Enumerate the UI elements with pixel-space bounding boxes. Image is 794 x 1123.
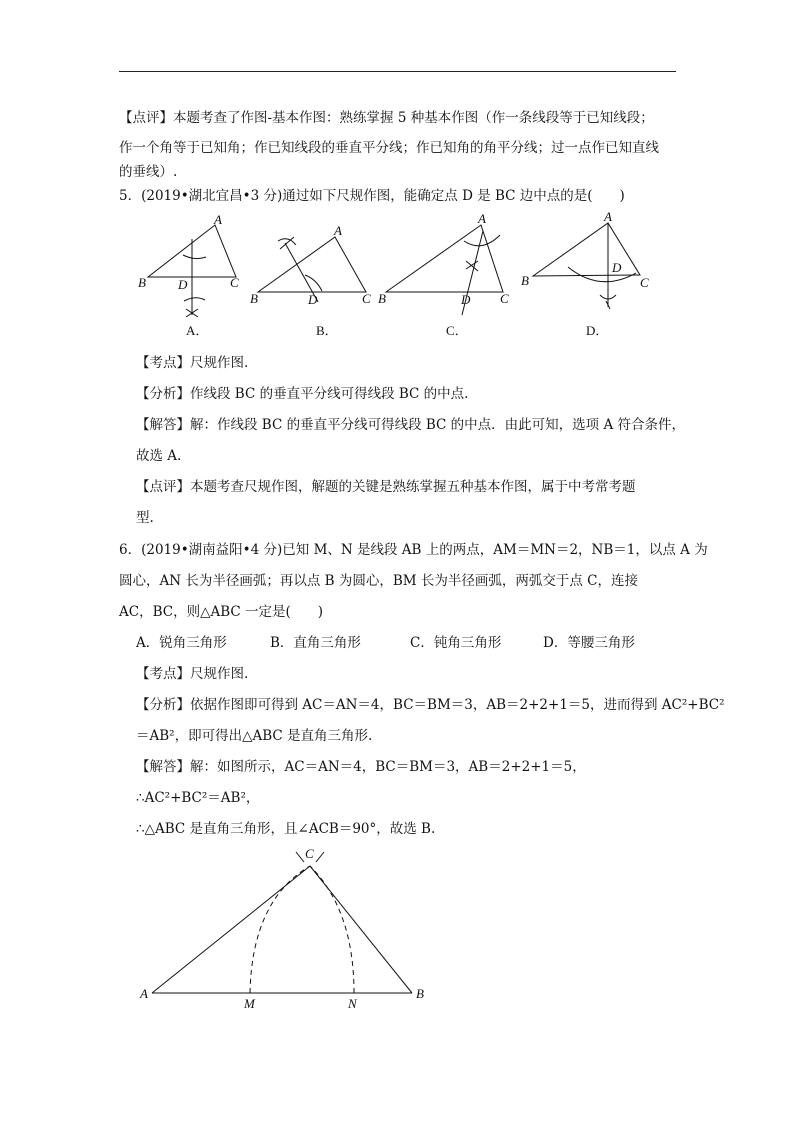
q6-option-c: C．钝角三角形 [410,635,502,651]
q5-option-b: B． [316,323,338,338]
q5d-label-d: D [612,260,622,275]
q6-label-m: M [244,996,255,1011]
q6-option-b: B．直角三角形 [270,635,361,651]
q5-figure-a [148,225,236,317]
q5-fenxi: 【分析】作线段 BC 的垂直平分线可得线段 BC 的中点. [136,386,469,402]
q5c-label-b: B [378,291,386,306]
q5-option-a: A． [186,323,209,338]
q5b-label-b: B [250,291,258,306]
q5-kaodian: 【考点】尺规作图. [136,355,249,371]
q5-dianping-line-1: 【点评】本题考查尺规作图，解题的关键是熟练掌握五种基本作图，属于中考常考题 [136,479,636,495]
q6-label-n: N [348,996,357,1011]
q6-jieda-line-2: ∴AC²+BC²＝AB²， [136,790,260,806]
q5-option-c: C． [446,323,468,338]
q5a-label-d: D [178,277,188,292]
q6-kaodian: 【考点】尺规作图. [136,666,249,682]
q5d-label-a: A [604,209,612,224]
q6-label-b: B [416,986,424,1001]
q6-label-a: A [140,986,148,1001]
q5-figure-c [386,225,503,315]
q5-option-d: D． [586,323,609,338]
q5-figures [0,205,794,345]
q5a-label-c: C [230,275,239,290]
q4-comment-line-2: 作一个角等于已知角；作已知线段的垂直平分线；作已知角的角平分线；过一点作已知直线 [119,140,659,156]
q5a-label-b: B [138,275,146,290]
q6-fenxi-line-1: 【分析】依据作图即可得到 AC＝AN＝4，BC＝BM＝3，AB＝2+2+1＝5，进而得到 AC²+BC² [136,697,725,713]
q6-stem-line-2: 圆心，AN 长为半径画弧；再以点 B 为圆心，BM 长为半径画弧，两弧交于点 C，连接 [119,573,639,589]
q4-comment-line-1: 【点评】本题考查了作图-基本作图：熟练掌握 5 种基本作图（作一条线段等于已知线段； [119,110,654,126]
arc-from-a [250,866,310,993]
q6-jieda-line-1: 【解答】解：如图所示，AC＝AN＝4，BC＝BM＝3，AB＝2+2+1＝5， [136,759,586,775]
q5c-label-d: D [461,292,471,307]
q5b-label-c: C [362,291,371,306]
q4-comment-line-3: 的垂线）. [119,164,178,180]
q5-dianping-line-2: 型. [136,510,154,526]
q6-fenxi-line-2: ＝AB²，即可得出△ABC 是直角三角形. [136,728,373,744]
segment-ac [152,866,310,993]
q6-jieda-line-3: ∴△ABC 是直角三角形，且∠ACB＝90°，故选 B. [136,821,436,837]
q5c-label-c: C [500,291,509,306]
q6-stem-line-3: AC，BC，则△ABC 一定是( ) [119,604,324,620]
q5-stem: 5．(2019•湖北宜昌•3 分)通过如下尺规作图，能确定点 D 是 BC 边中点的是( ) [119,188,625,204]
arc-from-b [310,866,354,993]
q5-jieda-line-2: 故选 A. [136,448,182,464]
q6-figure [0,840,794,1020]
q6-option-d: D．等腰三角形 [543,635,635,651]
segment-bc [310,866,412,993]
q6-option-a: A．锐角三角形 [136,635,227,651]
q5-jieda-line-1: 【解答】解：作线段 BC 的垂直平分线可得线段 BC 的中点．由此可知，选项 A 符合条件， [136,417,685,433]
q5b-label-d: D [308,292,318,307]
q5a-label-a: A [214,212,222,227]
q6-label-c: C [305,846,314,861]
q5d-label-b: B [521,273,529,288]
q5c-label-a: A [478,211,486,226]
q5b-label-a: A [334,223,342,238]
q5-figure-d [533,223,640,309]
header-rule [119,71,676,72]
q6-stem-line-1: 6．(2019•湖南益阳•4 分)已知 M、N 是线段 AB 上的两点，AM＝MN＝2，NB＝1，以点 A 为 [119,542,708,558]
q5d-label-c: C [640,275,649,290]
